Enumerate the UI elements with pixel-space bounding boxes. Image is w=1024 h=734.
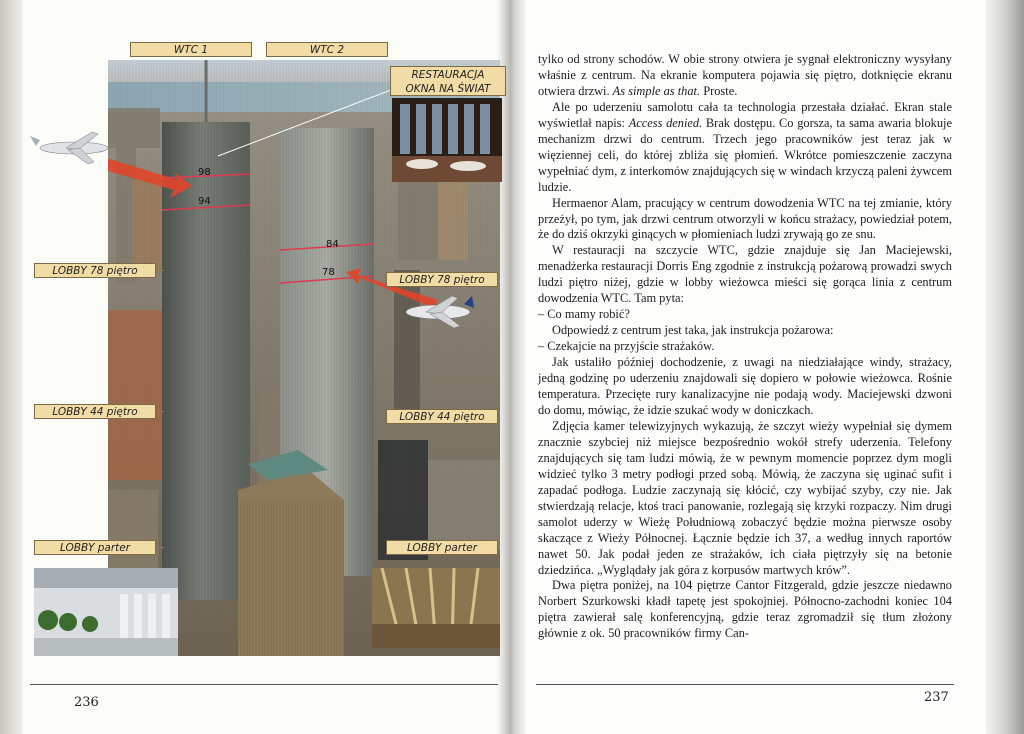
paragraph xyxy=(538,100,952,196)
right-page-body-text xyxy=(538,52,952,642)
caption-lobby78-right: LOBBY 78 piętro xyxy=(386,272,498,287)
paragraph: Odpowiedź z centrum jest taka, jak instrukcja pożarowa: xyxy=(552,323,834,338)
lobby44-left-connector xyxy=(156,411,164,412)
caption-restaurant-line1: RESTAURACJA xyxy=(411,69,485,81)
paragraph-text: Brak dostępu. Co gorsza, ta sama awaria blokuje mechanizm drzwi do centrum. Trzech jego pracowników jest teraz jak w więziennej celi, do której zbliża się płomień. Wkrótce pomieszczenie zaczyna wypełniać dym, z interkomów znajdujących się w windach krzyczą paleni żywcem ludzie. xyxy=(538,115,952,194)
paragraph: Dwa piętra poniżej, na 104 piętrze Cantor Fitzgerald, gdzie jeszcze niedawno Norbert Szurkowski kładł tapetę jest spokojniej. Północno-zachodni koniec 104 piętra zawierał salę konferencyjną, gdzie teraz zgromadził się tłum złożony głównie z ok. 50 pracowników firmy Can- xyxy=(538,578,952,641)
paragraph-text: tylko od strony schodów. W obie strony otwiera je sygnał elektroniczny wysyłany właśnie z centrum. Na ekranie komputera pojawia się piętro, dotknięcie ekranu otwiera drzwi. xyxy=(538,52,952,98)
lobby-ground-right-photo xyxy=(372,568,500,648)
lobby78-left-connector xyxy=(156,270,164,271)
left-page-number: 236 xyxy=(74,695,99,710)
floor-94-label: 94 xyxy=(198,196,211,207)
caption-lobby-ground-right: LOBBY parter xyxy=(386,540,498,555)
paragraph-emphasis: Access denied. xyxy=(628,115,703,130)
floor-84-label: 84 xyxy=(326,239,339,250)
floor-98-label: 98 xyxy=(198,167,211,178)
caption-lobby78-left: LOBBY 78 piętro xyxy=(34,263,156,278)
right-page-number: 237 xyxy=(924,690,949,705)
caption-lobby-ground-left: LOBBY parter xyxy=(34,540,156,555)
paragraph: W restauracji na szczycie WTC, gdzie znajduje się Jan Maciejewski, menadżerka restauracji Dorris Eng zgodnie z instrukcją pożarową prowadzi swych ludzi piętro niżej, gdzie w lobby wieżowca mieści się gorąca linia z centrum dowodzenia WTC. Tam pyta: xyxy=(538,243,952,306)
paragraph: Hermaenor Alam, pracujący w centrum dowodzenia WTC na tej zmianie, który przeżył, po tym, jak drzwi centrum otworzyli w końcu strażacy, powiedział potem, że do dziś okrzyki ginących w płomieniach ludzi zrywają go ze snu. xyxy=(538,195,952,242)
paragraph-text: Ale po uderzeniu samolotu cała ta technologia przestała działać. Ekran stale wyświetlał napis: xyxy=(538,99,952,130)
floor-78-label: 78 xyxy=(322,267,335,278)
paragraph: Jak ustaliło później dochodzenie, z uwagi na niedziałające windy, strażacy, jedną godzinę po uderzeniu znajdowali się dopiero w połowie wieżowca. Rośnie temperatura. Przecięte rury kanalizacyjne nie podają wody. Maciejewski dzwoni do domu, mówiąc, że idzie szukać wody w doniczkach. xyxy=(538,355,952,417)
left-page-edge xyxy=(0,0,22,734)
book-gutter xyxy=(498,0,526,734)
caption-restaurant-line2: OKNA NA ŚWIAT xyxy=(405,83,491,95)
caption-lobby44-left: LOBBY 44 piętro xyxy=(34,404,156,419)
lobby-ground-left-photo xyxy=(34,568,178,656)
paragraph: Zdjęcia kamer telewizyjnych wykazują, że szczyt wieży wypełniał się dymem znacznie szybciej niż miejsce bezpośrednio wokół strefy uderzenia. Telefony znajdujących się tam ludzi mówią, że w pewnym momencie poprzez dym mogli widzieć tylko 3 metry podłogi przed sobą. Mówią, że zaczyna się uginać sufit i zapadać podłoga. Ludzie zaczynają się kłócić, czy wybijać szyby, czy nie. Jak stwierdzają relacje, ktoś traci panowanie, rozlegają się krzyki rozpaczy. Nim drugi samolot uderzy w Wieżę Południową zobaczyć będzie można pierwsze osoby skaczące z Wieży Północnej. Łącznie będzie ich 37, a według innych raportów nawet 50. Jak podał jeden ze strażaków, ich ciała piętrzyły się na betonie dziedzińca. „Wyglądały jak góra z korpusów martwych krów”. xyxy=(538,418,952,577)
right-page-edge xyxy=(986,0,1024,734)
paragraph-emphasis: As simple as that. xyxy=(612,83,701,98)
caption-wtc1: WTC 1 xyxy=(130,42,252,57)
caption-wtc2: WTC 2 xyxy=(266,42,388,57)
plane-icon xyxy=(26,126,118,166)
dialogue-line: – Co mamy robić? xyxy=(538,307,630,322)
lobby-ground-left-connector xyxy=(156,547,164,548)
caption-restaurant xyxy=(390,66,506,96)
paragraph-text: Proste. xyxy=(703,83,738,98)
dialogue-line: – Czekajcie na przyjście strażaków. xyxy=(538,339,715,354)
paragraph xyxy=(538,52,952,100)
restaurant-inset-photo xyxy=(392,98,502,182)
right-footer-rule xyxy=(536,684,954,685)
caption-lobby44-right: LOBBY 44 piętro xyxy=(386,409,498,424)
left-footer-rule xyxy=(30,684,498,685)
